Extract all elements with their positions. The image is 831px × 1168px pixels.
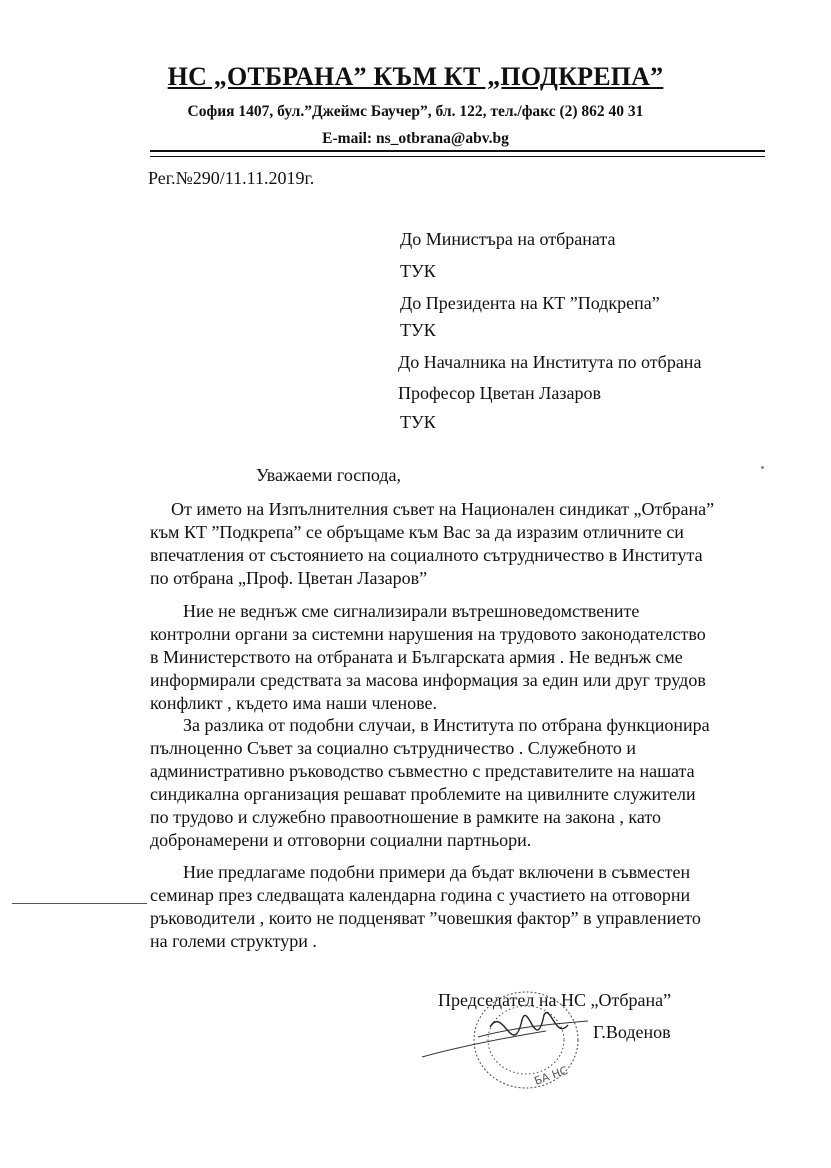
paragraph-line: информирали средствата за масова информация за един или друг трудов <box>150 670 706 690</box>
addressee-line: До Началника на Института по отбрана <box>398 352 702 372</box>
paragraph-line: За разлика от подобни случаи, в Института по отбрана функционира <box>183 715 710 735</box>
stamp-text: БА НС <box>532 1063 570 1088</box>
body-paragraph <box>150 714 710 852</box>
scan-artifact-line <box>12 903 147 904</box>
paragraph-line: по трудово и служебно правоотношение в рамките на закона , като <box>150 807 662 827</box>
paragraph-line: синдикална организация решават проблемите на цивилните служители <box>150 784 696 804</box>
addressee-line: ТУК <box>400 320 436 340</box>
paragraph-line: към КТ ”Подкрепа” се обръщаме към Вас за да изразим отличните си <box>150 522 684 542</box>
paragraph-line: пълноценно Съвет за социално сътрудничество . Служебното и <box>150 738 637 758</box>
body-paragraph <box>150 861 701 953</box>
paragraph-line: От името на Изпълнителния съвет на Национален синдикат „Отбрана” <box>171 499 715 519</box>
addressee-line: До Президента на КТ ”Подкрепа” <box>400 293 660 313</box>
paragraph-line: контролни органи за системни нарушения на трудовото законодателство <box>150 624 706 644</box>
salutation: Уважаеми господа, <box>256 465 402 485</box>
paragraph-line: ръководители , които не подценяват ”човешкия фактор” в управлението <box>150 908 701 928</box>
paragraph-line: Ние предлагаме подобни примери да бъдат включени в съвместен <box>183 862 691 882</box>
organization-address: София 1407, бул.”Джеймс Баучер”, бл. 122, тел./факс (2) 862 40 31 <box>187 103 644 120</box>
organization-email: E-mail: ns_otbrana@abv.bg <box>322 130 509 147</box>
addressee-line: До Министъра на отбраната <box>400 229 616 249</box>
organization-title: НС „ОТБРАНА” КЪМ КТ „ПОДКРЕПА” <box>167 62 664 91</box>
paragraph-line: добронамерени и отговорни социални партньори. <box>150 830 532 850</box>
header-rule-thin <box>150 156 765 157</box>
scan-artifact <box>761 466 764 469</box>
paragraph-line: на големи структури . <box>150 931 317 951</box>
paragraph-line: конфликт , където има наши членове. <box>150 693 438 713</box>
registration-number: Рег.№290/11.11.2019г. <box>148 168 315 188</box>
paragraph-line: Ние не веднъж сме сигнализирали вътрешноведомствените <box>183 601 640 621</box>
body-paragraph <box>150 600 706 715</box>
signatory-name: Г.Воденов <box>593 1022 671 1042</box>
addressee-line: Професор Цветан Лазаров <box>398 383 601 403</box>
paragraph-line: по отбрана „Проф. Цветан Лазаров” <box>150 568 428 588</box>
paragraph-line: впечатления от състоянието на социалното сътрудничество в Института <box>150 545 703 565</box>
body-paragraph <box>150 498 714 590</box>
paragraph-line: административно ръководство съвместно с представителите на нашата <box>150 761 695 781</box>
signatory-title: Председател на НС „Отбрана” <box>438 990 672 1010</box>
addressee-line: ТУК <box>400 261 436 281</box>
paragraph-line: в Министерството на отбраната и Българската армия . Не веднъж сме <box>150 647 683 667</box>
addressee-line: ТУК <box>400 412 436 432</box>
paragraph-line: семинар през следващата календарна година с участието на отговорни <box>150 885 691 905</box>
header-rule-thick <box>150 150 765 152</box>
